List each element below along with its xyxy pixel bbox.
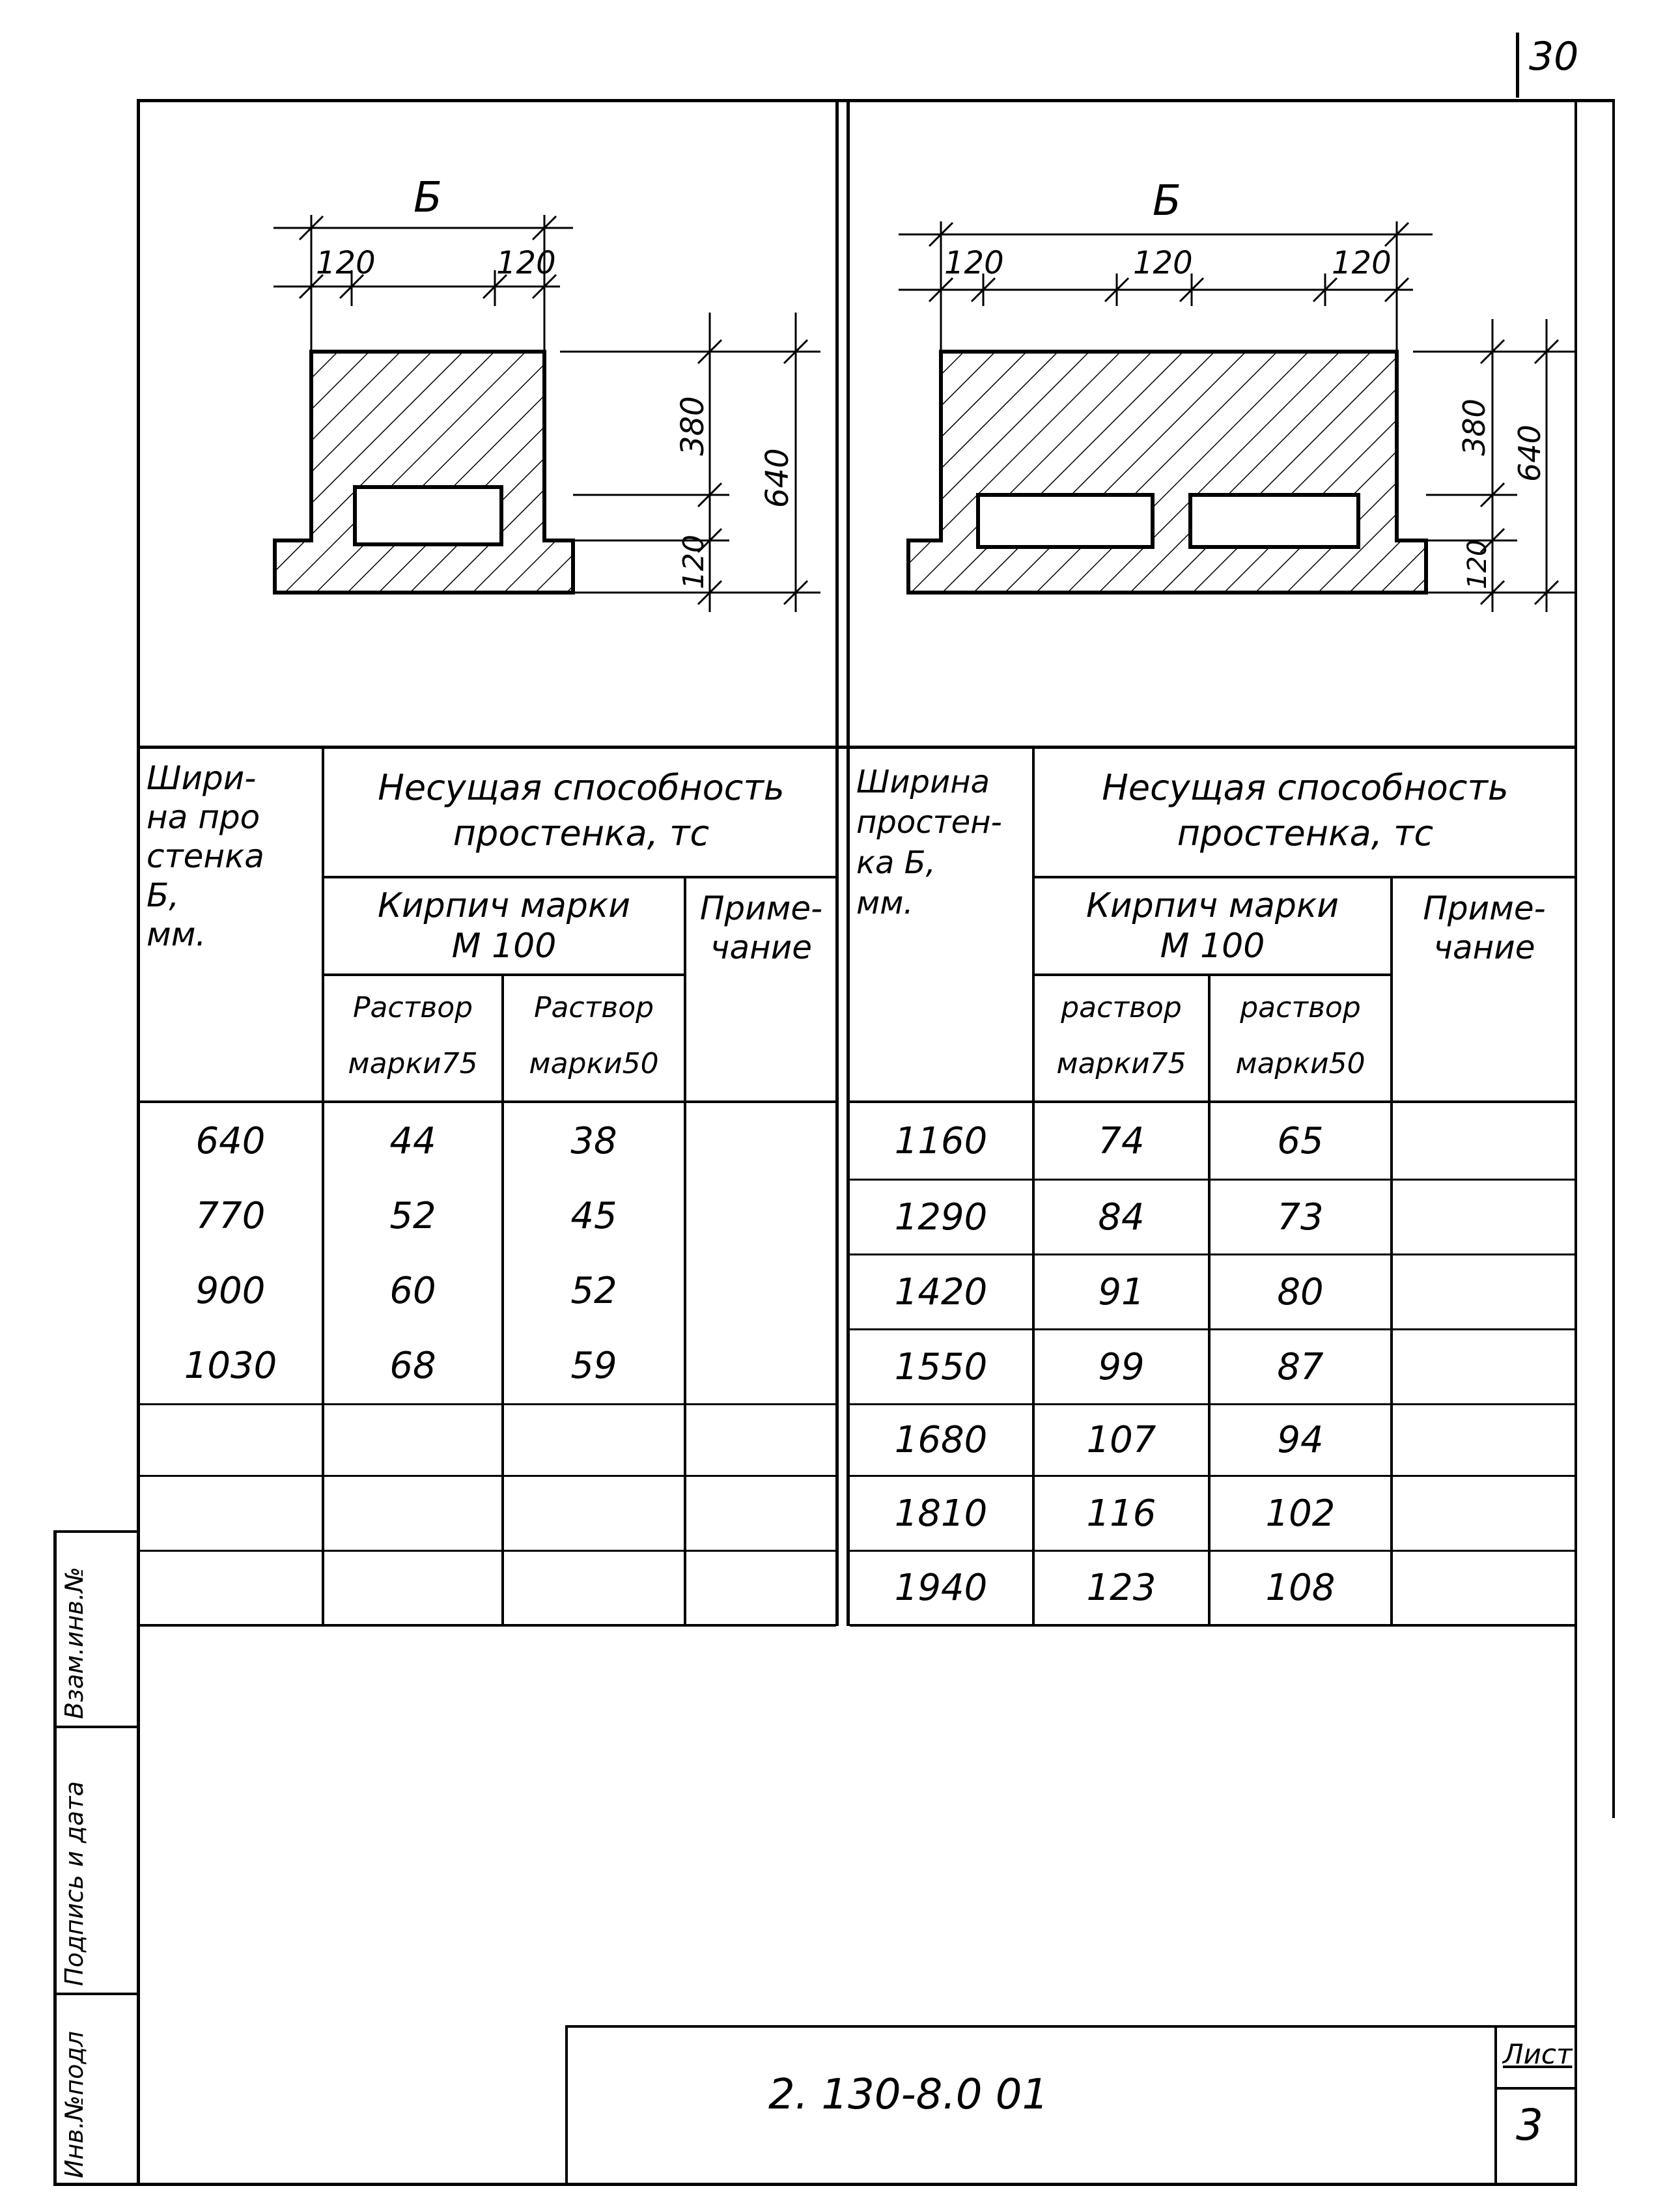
left-mortar75-header-line: Раствор	[352, 991, 473, 1024]
left-row-4-width: 1030	[184, 1345, 277, 1387]
right-width-label: Б	[1153, 177, 1181, 225]
left-width-label: Б	[413, 174, 442, 222]
right-brick-header-line: М 100	[1160, 927, 1265, 966]
right-dim-top-mid: 120	[1133, 245, 1193, 281]
stamp-inv-no: Инв.№подл	[60, 2031, 89, 2178]
left-row-3-width: 900	[195, 1270, 266, 1312]
right-row-5-width: 1680	[894, 1419, 988, 1461]
right-row-2-width: 1290	[894, 1196, 988, 1239]
right-brick-header-line: Кирпич марки	[1085, 886, 1339, 925]
right-mortar50-header-line: раствор	[1240, 991, 1361, 1024]
right-void-left	[978, 495, 1153, 547]
right-row-7-m75: 123	[1086, 1567, 1156, 1609]
right-mortar75-header	[1035, 980, 1207, 1092]
left-mortar75-header-line: марки75	[348, 1047, 478, 1080]
right-width-header-line: простен-	[856, 804, 1002, 841]
left-brick-header-line: М 100	[451, 927, 557, 966]
left-note-header-line: Приме-	[699, 889, 823, 927]
right-row-5-m50: 94	[1277, 1419, 1324, 1461]
right-dim-height-total: 640	[1512, 425, 1547, 482]
right-dim-height-lower: 120	[1463, 539, 1492, 589]
sheet-number: 3	[1516, 2100, 1543, 2150]
right-void-right	[1190, 495, 1358, 547]
frame-bottom	[137, 2183, 1577, 2186]
right-row-3-m50: 80	[1277, 1270, 1324, 1313]
right-row-1-m50: 65	[1277, 1120, 1324, 1162]
left-note-header	[689, 889, 833, 967]
left-row-3-m75: 60	[389, 1270, 436, 1312]
left-dim-height-total: 640	[759, 448, 796, 508]
left-dim-top-left: 120	[316, 245, 376, 281]
left-note-header-line: чание	[710, 929, 813, 966]
right-width-header-line: мм.	[856, 885, 914, 921]
left-row-3-m50: 52	[570, 1270, 617, 1312]
sheet-number-top: 30	[1529, 34, 1579, 79]
right-row-4-m75: 99	[1098, 1345, 1145, 1388]
left-dim-top-right: 120	[496, 245, 556, 281]
left-capacity-header-line: Несущая способность	[378, 767, 785, 808]
right-row-1-width: 1160	[894, 1120, 988, 1162]
tables-top-rule	[139, 746, 1576, 749]
right-row-5-m75: 107	[1086, 1419, 1156, 1461]
left-row-2-m75: 52	[389, 1195, 436, 1237]
left-width-header	[147, 759, 264, 954]
left-dim-height-lower: 120	[677, 535, 710, 589]
right-row-6-width: 1810	[894, 1492, 988, 1535]
left-dim-height-upper: 380	[675, 396, 711, 456]
left-brick-header	[326, 886, 682, 966]
right-mortar75-header-line: марки75	[1056, 1047, 1186, 1080]
right-row-4-width: 1550	[894, 1345, 988, 1388]
right-mortar50-header-line: марки50	[1235, 1047, 1365, 1080]
left-wall-section	[275, 352, 573, 593]
left-row-1-m75: 44	[389, 1120, 436, 1162]
left-row-2-width: 770	[195, 1195, 266, 1237]
right-row-4-m50: 87	[1277, 1345, 1324, 1388]
left-row-4-m75: 68	[389, 1345, 436, 1387]
right-row-3-m75: 91	[1098, 1270, 1145, 1313]
left-row-1-width: 640	[195, 1120, 266, 1162]
left-width-header-line: Шири-	[147, 759, 257, 797]
left-width-header-line: мм.	[147, 916, 206, 953]
left-mortar50-header-line: марки50	[529, 1047, 659, 1080]
left-row-4-m50: 59	[570, 1345, 617, 1387]
right-dim-height-upper: 380	[1457, 399, 1492, 456]
left-capacity-header	[329, 765, 833, 856]
left-width-header-line: на про	[147, 798, 260, 836]
right-wall-section	[908, 352, 1426, 593]
left-width-header-line: стенка	[147, 837, 264, 875]
left-width-header-line: Б,	[147, 876, 180, 914]
right-capacity-header	[1037, 765, 1574, 856]
right-row-6-m50: 102	[1265, 1492, 1336, 1535]
right-row-3-width: 1420	[894, 1270, 988, 1313]
drawing-code: 2. 130-8.0 01	[768, 2071, 1049, 2119]
left-void	[355, 487, 501, 544]
right-capacity-header-line: Несущая способность	[1102, 767, 1509, 808]
sheet-label: Лист	[1503, 2038, 1573, 2070]
right-row-2-m50: 73	[1277, 1196, 1324, 1239]
left-row-1-m50: 38	[570, 1120, 617, 1162]
left-capacity-header-line: простенка, тс	[453, 813, 710, 854]
right-width-header-line: Ширина	[856, 764, 990, 800]
right-brick-header	[1037, 886, 1388, 966]
left-brick-header-line: Кирпич марки	[377, 886, 631, 925]
right-note-header	[1395, 889, 1574, 967]
right-mortar50-header	[1212, 980, 1389, 1092]
left-mortar50-header	[505, 980, 682, 1092]
right-row-2-m75: 84	[1098, 1196, 1145, 1239]
stamp-replaced-inv: Взам.инв.№	[60, 1567, 89, 1719]
right-row-7-width: 1940	[894, 1567, 988, 1609]
right-dim-top-left: 120	[944, 245, 1004, 281]
left-mortar50-header-line: Раствор	[533, 991, 654, 1024]
right-capacity-header-line: простенка, тс	[1177, 813, 1434, 854]
right-note-header-line: Приме-	[1423, 889, 1546, 927]
drawings-svg	[0, 0, 1680, 755]
right-dim-top-right: 120	[1332, 245, 1392, 281]
right-width-header	[856, 762, 1002, 923]
stamp-signature-date: Подпись и дата	[60, 1781, 89, 1986]
left-row-2-m50: 45	[570, 1195, 617, 1237]
right-note-header-line: чание	[1433, 929, 1535, 966]
right-row-7-m50: 108	[1265, 1567, 1336, 1609]
right-row-6-m75: 116	[1086, 1492, 1156, 1535]
right-row-1-m75: 74	[1098, 1120, 1145, 1162]
right-mortar75-header-line: раствор	[1061, 991, 1182, 1024]
right-width-header-line: ка Б,	[856, 845, 936, 881]
left-mortar75-header	[326, 980, 500, 1092]
